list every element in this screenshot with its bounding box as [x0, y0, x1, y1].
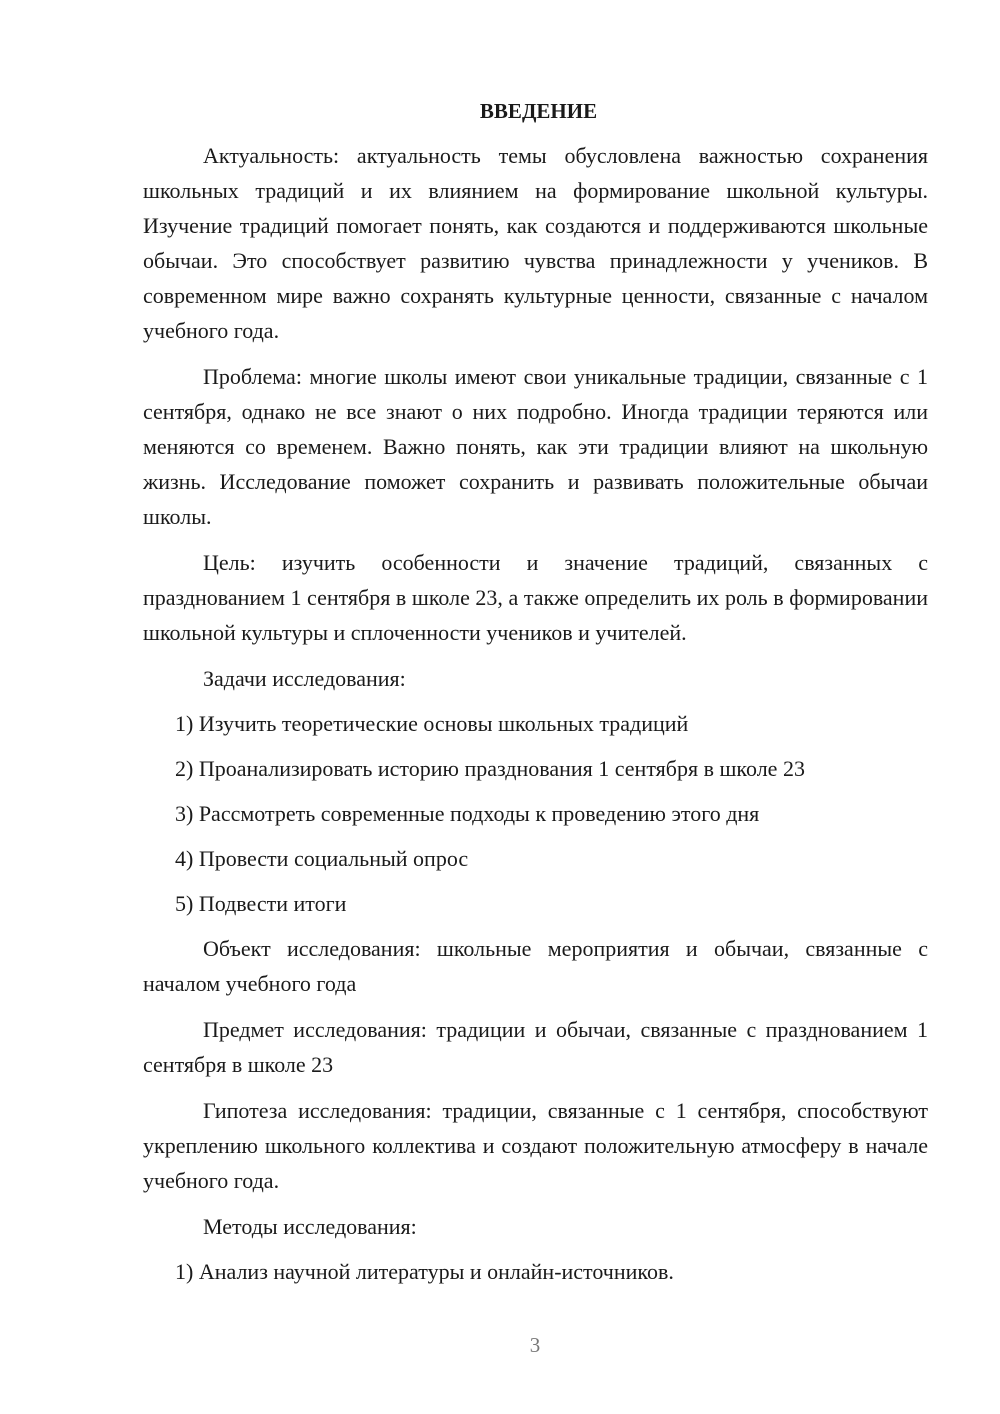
list-item: 5) Подвести итоги: [175, 891, 347, 916]
relevance-paragraph: Актуальность: актуальность темы обусловлена важностью сохранения школьных традиций и их влиянием на формирование школьной культуры. Изучение традиций помогает понять, как создаются и поддерживаются школьные обычаи. Это способствует развитию чувства принадлежности у учеников. В современном мире важно сохранять культурные ценности, связанные с началом учебного года.: [143, 143, 928, 343]
tasks-list: [143, 706, 928, 921]
section-heading: ВВЕДЕНИЕ: [479, 99, 598, 123]
list-item: 2) Проанализировать историю празднования 1 сентября в школе 23: [175, 756, 805, 781]
subject-paragraph: Предмет исследования: традиции и обычаи, связанные с празднованием 1 сентября в школе 23: [143, 1017, 928, 1077]
list-item: 4) Провести социальный опрос: [175, 846, 469, 871]
list-item: 3) Рассмотреть современные подходы к проведению этого дня: [175, 801, 760, 826]
tasks-label: Задачи исследования:: [203, 666, 406, 691]
list-item: 1) Анализ научной литературы и онлайн-источников.: [175, 1259, 674, 1284]
hypothesis-paragraph: Гипотеза исследования: традиции, связанные с 1 сентября, способствуют укреплению школьного коллектива и создают положительную атмосферу в начале учебного года.: [143, 1098, 928, 1193]
goal-paragraph: Цель: изучить особенности и значение традиций, связанных с празднованием 1 сентября в школе 23, а также определить их роль в формировании школьной культуры и сплоченности учеников и учителей.: [143, 550, 928, 645]
methods-label: Методы исследования:: [203, 1214, 417, 1239]
list-item: 1) Изучить теоретические основы школьных традиций: [175, 711, 689, 736]
page-number: 3: [529, 1333, 541, 1357]
page-content: [143, 96, 928, 1299]
object-paragraph: Объект исследования: школьные мероприятия и обычаи, связанные с началом учебного года: [143, 936, 928, 996]
problem-paragraph: Проблема: многие школы имеют свои уникальные традиции, связанные с 1 сентября, однако не все знают о них подробно. Иногда традиции теряются или меняются со временем. Важно понять, как эти традиции влияют на школьную жизнь. Исследование поможет сохранить и развивать положительные обычаи школы.: [143, 364, 928, 529]
methods-list: [143, 1254, 928, 1289]
